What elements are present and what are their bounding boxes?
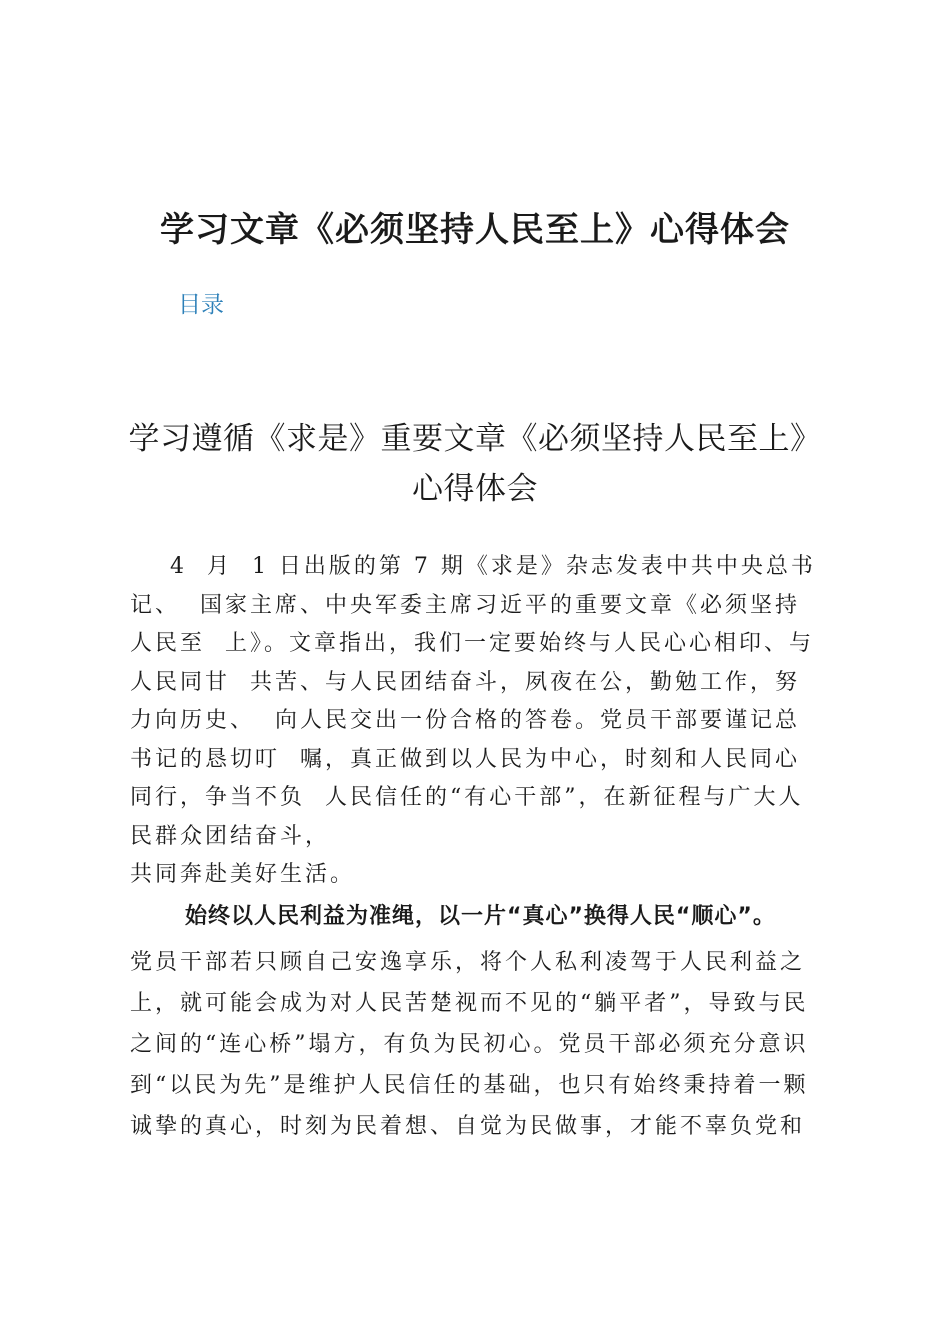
section-title-line-1: 学习遵循《求是》重要文章《必须坚持人民至上》 <box>128 421 822 457</box>
subsection-heading: 始终以人民利益为准绳，以一片“真心”换得人民“顺心”。 <box>185 904 776 929</box>
section-title <box>100 414 850 514</box>
paragraph-line: 4 月 1 日出版的第 7 期《求是》杂志发表中共中央总书 <box>130 554 816 579</box>
paragraph-line: 到“以民为先”是维护人民信任的基础，也只有始终秉持着一颗 <box>130 1073 809 1098</box>
section-title-line-2: 心得体会 <box>412 471 538 507</box>
paragraph-line: 书记的恳切叮 嘱，真正做到以人民为中心，时刻和人民同心 <box>130 746 800 772</box>
paragraph-line: 上，就可能会成为对人民苦楚视而不见的“躺平者”，导致与民 <box>130 991 809 1016</box>
paragraph-line: 共同奔赴美好生活。 <box>130 862 356 887</box>
paragraph-line: 力向历史、 向人民交出一份合格的答卷。党员干部要谨记总 <box>130 708 800 733</box>
intro-paragraph <box>130 548 830 895</box>
paragraph-line: 党员干部若只顾自己安逸享乐，将个人私利凌驾于人民利益之 <box>130 950 806 975</box>
paragraph-line: 之间的“连心桥”塌方，有负为民初心。党员干部必须充分意识 <box>130 1032 809 1057</box>
paragraph-line: 同行，争当不负 人民信任的“有心干部”，在新征程与广大人 <box>130 785 804 810</box>
paragraph-line: 记、 国家主席、中央军委主席习近平的重要文章《必须坚持 <box>130 592 800 618</box>
paragraph-line: 民群众团结奋斗， <box>130 823 331 849</box>
document-title: 学习文章《必须坚持人民至上》心得体会 <box>160 210 790 250</box>
table-of-contents-link[interactable]: 目录 <box>178 292 224 318</box>
body-paragraph <box>130 942 836 1147</box>
paragraph-line: 人民至 上》。文章指出，我们一定要始终与人民心心相印、与 <box>130 631 814 656</box>
paragraph-line: 诚挚的真心，时刻为民着想、自觉为民做事，才能不辜负党和 <box>130 1114 806 1139</box>
paragraph-line: 人民同甘 共苦、与人民团结奋斗，夙夜在公，勤勉工作，努 <box>130 669 800 695</box>
